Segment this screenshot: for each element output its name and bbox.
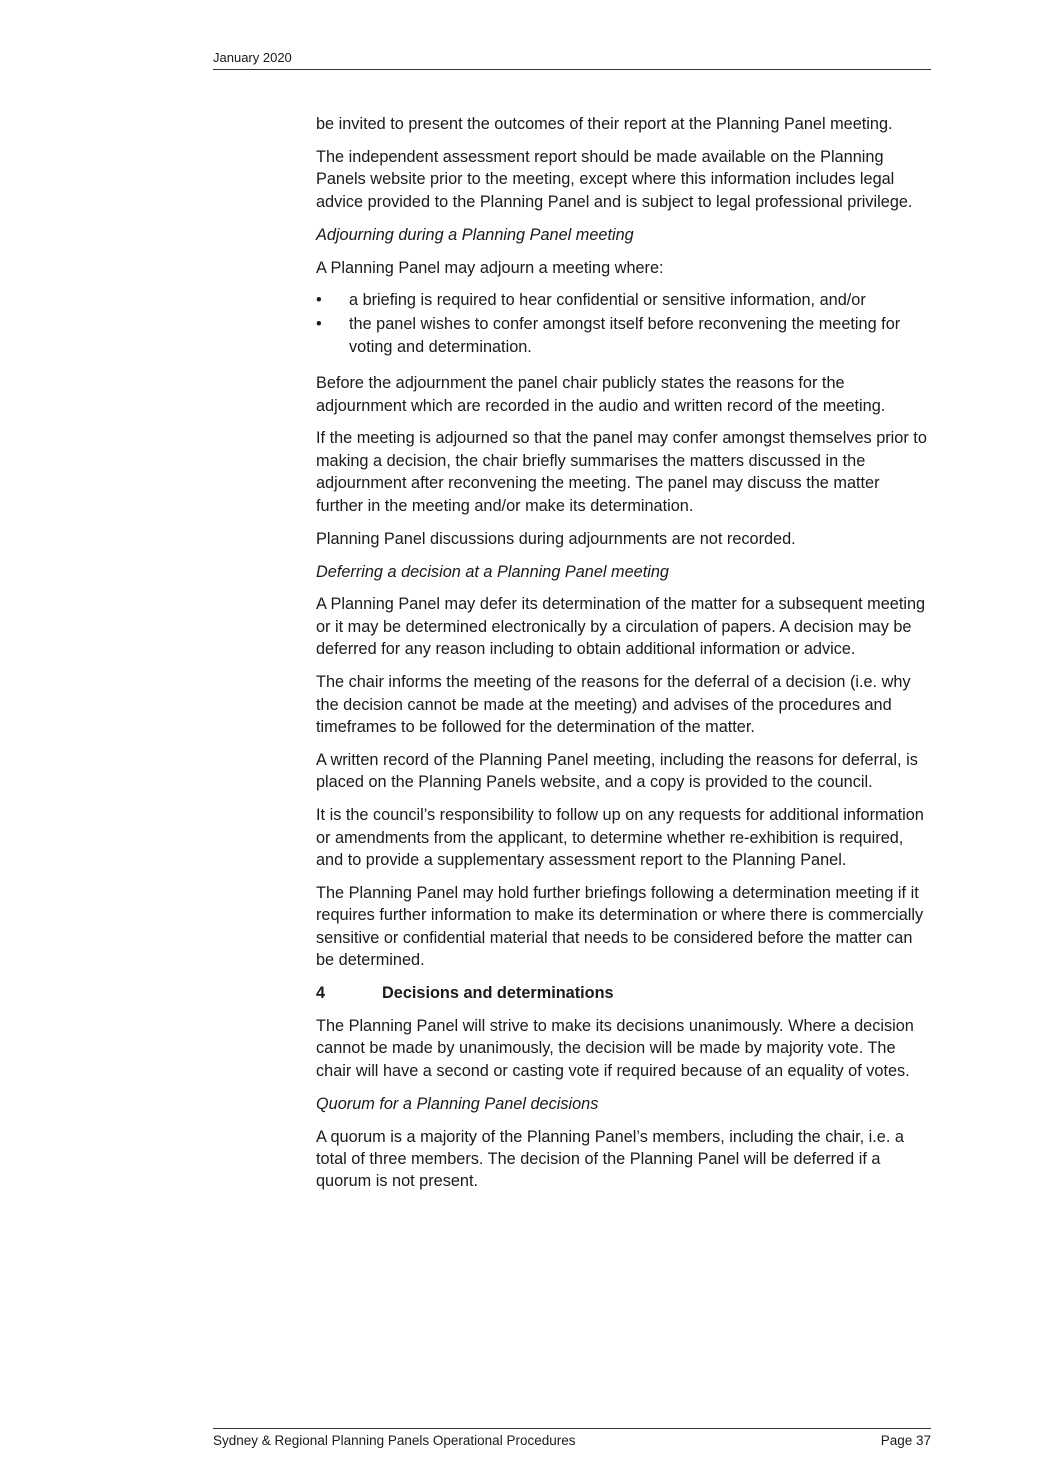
header-date: January 2020 (213, 50, 292, 65)
paragraph: A Planning Panel may defer its determination of the matter for a subsequent meeting or it may be determined electronically by a circulation of papers. A decision may be deferred for any reason including to obtain additional information or advice. (316, 595, 926, 659)
paragraph: It is the council’s responsibility to follow up on any requests for additional information or amendments from the applicant, to determine whether re-exhibition is required, and to provide a supplementary assessment report to the Planning Panel. (316, 806, 924, 869)
paragraph: The Planning Panel may hold further briefings following a determination meeting if it requires further information to make its determination or where there is commercially sensitive or confidential material that needs to be considered before the matter can be determined. (316, 883, 924, 970)
paragraph: be invited to present the outcomes of their report at the Planning Panel meeting. (316, 115, 893, 133)
paragraph: A Planning Panel may adjourn a meeting where: (316, 258, 664, 277)
bullet-icon: • (316, 315, 322, 334)
paragraph: Before the adjournment the panel chair publicly states the reasons for the adjournment which are recorded in the audio and written record of the meeting. (316, 374, 886, 415)
document-body (316, 113, 928, 1203)
section-heading (316, 982, 928, 1004)
page-number: Page 37 (880, 1433, 931, 1448)
paragraph: The chair informs the meeting of the reasons for the deferral of a decision (i.e. why the decision cannot be made at the meeting) and advises of the procedures and timeframes to be followed for the determination of the matter. (316, 673, 911, 736)
paragraph: A quorum is a majority of the Planning Panel’s members, including the chair, i.e. a total of three members. The decision of the Planning Panel will be deferred if a quorum is not present. (316, 1127, 904, 1191)
page-header (213, 50, 931, 70)
paragraph: Planning Panel discussions during adjournments are not recorded. (316, 529, 796, 548)
section-number: 4 (316, 984, 326, 1002)
subheading-deferring: Deferring a decision at a Planning Panel meeting (316, 562, 669, 581)
subheading-quorum: Quorum for a Planning Panel decisions (316, 1094, 599, 1113)
page-footer (213, 1428, 931, 1449)
paragraph: A written record of the Planning Panel meeting, including the reasons for deferral, is placed on the Planning Panels website, and a copy is provided to the council. (316, 750, 918, 792)
bullet-text: the panel wishes to confer amongst itself before reconvening the meeting for voting and determination. (349, 315, 901, 356)
bullet-item (316, 313, 928, 358)
paragraph: If the meeting is adjourned so that the panel may confer amongst themselves prior to making a decision, the chair briefly summarises the matters discussed in the adjournment after reconvening the meeting. The panel may discuss the matter further in the meeting and/or make its determination. (316, 429, 927, 515)
bullet-icon: • (316, 291, 322, 310)
subheading-adjourning: Adjourning during a Planning Panel meeting (316, 225, 634, 244)
footer-title: Sydney & Regional Planning Panels Operational Procedures (213, 1433, 576, 1448)
bullet-list (316, 289, 928, 358)
paragraph: The Planning Panel will strive to make its decisions unanimously. Where a decision cannot be made by unanimously, the decision will be made by majority vote. The chair will have a second or casting vote if required because of an equality of votes. (316, 1016, 914, 1080)
bullet-item (316, 289, 928, 311)
paragraph: The independent assessment report should be made available on the Planning Panels website prior to the meeting, except where this information includes legal advice provided to the Planning Panel and is subject to legal professional privilege. (316, 147, 913, 211)
section-title: Decisions and determinations (382, 984, 614, 1002)
bullet-text: a briefing is required to hear confidential or sensitive information, and/or (349, 291, 866, 310)
